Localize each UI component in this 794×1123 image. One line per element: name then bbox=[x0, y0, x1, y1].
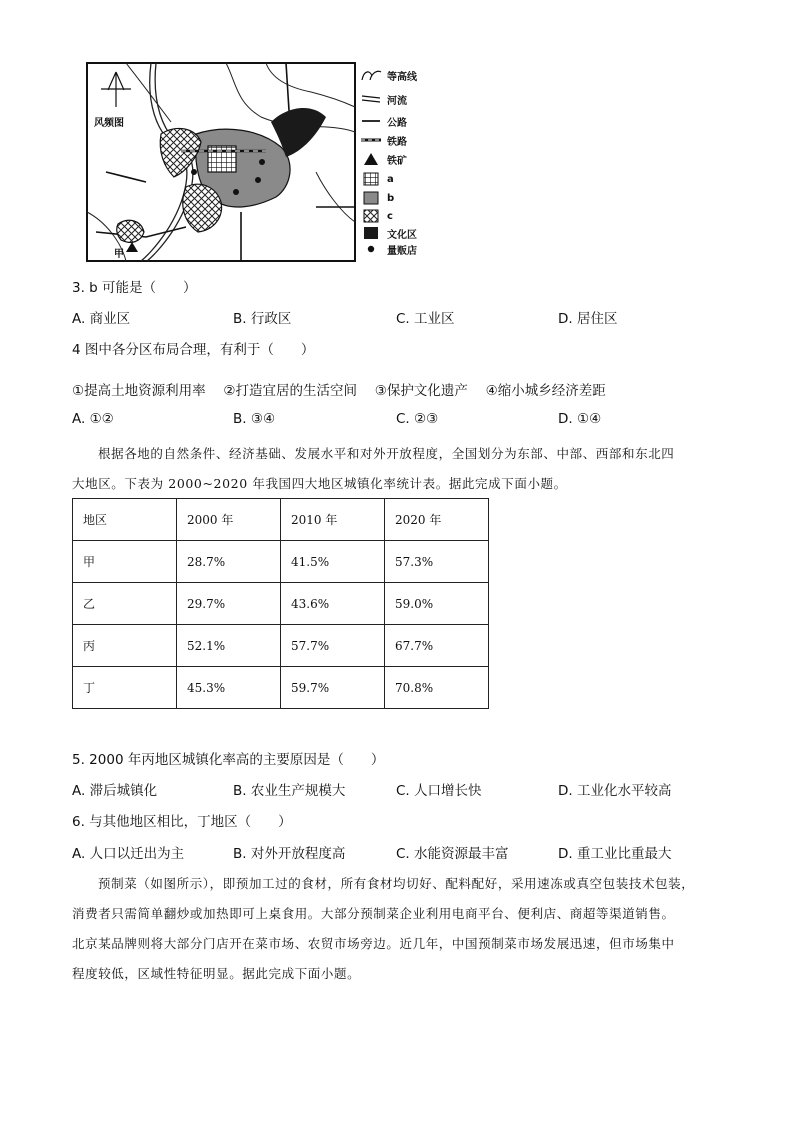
table-cell: 67.7% bbox=[385, 625, 489, 667]
intro-paragraph-line: 预制菜（如图所示），即预加工过的食材，所有食材均切好、配料配好，采用速冻或真空包装技术包装， bbox=[98, 876, 695, 891]
table-cell: 70.8% bbox=[385, 667, 489, 709]
table-cell: 丁 bbox=[73, 667, 177, 709]
q4-stem: 4 图中各分区布局合理，有利于（ ） bbox=[72, 342, 315, 358]
table-cell: 41.5% bbox=[281, 541, 385, 583]
legend-item: 等高线 bbox=[360, 66, 417, 84]
table-cell: 丙 bbox=[73, 625, 177, 667]
legend-item: 河流 bbox=[360, 90, 407, 108]
q4-option-d[interactable]: D. ①④ bbox=[558, 411, 602, 427]
contour-icon bbox=[360, 68, 382, 82]
jia-label: 甲 bbox=[114, 249, 124, 260]
city-map bbox=[86, 62, 356, 262]
q6-option-b[interactable]: B. 对外开放程度高 bbox=[233, 846, 346, 862]
river-icon bbox=[360, 92, 382, 106]
intro-paragraph-line: 消费者只需简单翻炒或加热即可上桌食用。大部分预制菜企业利用电商平台、便利店、商超等渠道销售。 bbox=[72, 906, 675, 921]
legend-item: 量贩店 bbox=[360, 240, 417, 258]
railway-icon bbox=[360, 133, 382, 147]
q6-option-a[interactable]: A. 人口以迁出为主 bbox=[72, 846, 185, 862]
q4-statements: ①提高土地资源利用率 ②打造宜居的生活空间 ③保护文化遗产 ④缩小城乡经济差距 bbox=[72, 383, 606, 399]
intro-paragraph-line: 大地区。下表为 2000~2020 年我国四大地区城镇化率统计表。据此完成下面小题。 bbox=[72, 476, 567, 491]
road-icon bbox=[360, 114, 382, 128]
q3-option-a[interactable]: A. 商业区 bbox=[72, 311, 131, 327]
table-row bbox=[73, 583, 489, 625]
table-cell: 甲 bbox=[73, 541, 177, 583]
table-cell: 29.7% bbox=[177, 583, 281, 625]
q5-option-b[interactable]: B. 农业生产规模大 bbox=[233, 783, 346, 799]
table-cell: 57.3% bbox=[385, 541, 489, 583]
q4-option-c[interactable]: C. ②③ bbox=[396, 411, 439, 427]
table-cell: 52.1% bbox=[177, 625, 281, 667]
culture-zone-icon bbox=[360, 226, 382, 240]
q3-option-b[interactable]: B. 行政区 bbox=[233, 311, 292, 327]
table-cell: 28.7% bbox=[177, 541, 281, 583]
legend-item: 铁路 bbox=[360, 131, 407, 149]
legend-item: c bbox=[360, 207, 393, 225]
table-cell: 57.7% bbox=[281, 625, 385, 667]
store-icon bbox=[360, 242, 382, 256]
intro-paragraph-line: 北京某品牌则将大部分门店开在菜市场、农贸市场旁边。近几年，中国预制菜市场发展迅速，但市场集中 bbox=[72, 936, 675, 951]
zone-c-icon bbox=[360, 209, 382, 223]
table-header-row bbox=[73, 499, 489, 541]
table-row bbox=[73, 667, 489, 709]
urbanization-table bbox=[72, 498, 489, 709]
zone-b-icon bbox=[360, 191, 382, 205]
q6-option-c[interactable]: C. 水能资源最丰富 bbox=[396, 846, 509, 862]
table-cell: 59.7% bbox=[281, 667, 385, 709]
q5-option-c[interactable]: C. 人口增长快 bbox=[396, 783, 482, 799]
city-map-figure bbox=[86, 62, 356, 262]
intro-paragraph-line: 程度较低，区域性特征明显。据此完成下面小题。 bbox=[72, 966, 361, 981]
q3-stem: 3. b 可能是（ ） bbox=[72, 280, 197, 296]
q5-option-a[interactable]: A. 滞后城镇化 bbox=[72, 783, 158, 799]
iron-mine-icon bbox=[360, 152, 382, 166]
legend-item: b bbox=[360, 189, 394, 207]
q5-option-d[interactable]: D. 工业化水平较高 bbox=[558, 783, 672, 799]
q3-option-c[interactable]: C. 工业区 bbox=[396, 311, 455, 327]
q5-stem: 5. 2000 年丙地区城镇化率高的主要原因是（ ） bbox=[72, 752, 385, 768]
table-cell: 45.3% bbox=[177, 667, 281, 709]
table-row bbox=[73, 625, 489, 667]
table-cell: 43.6% bbox=[281, 583, 385, 625]
table-header-cell: 2000 年 bbox=[177, 499, 281, 541]
table-cell: 59.0% bbox=[385, 583, 489, 625]
legend-item: 公路 bbox=[360, 112, 407, 130]
q4-option-a[interactable]: A. ①② bbox=[72, 411, 114, 427]
table-header-cell: 地区 bbox=[73, 499, 177, 541]
legend-item: 铁矿 bbox=[360, 150, 407, 168]
q6-option-d[interactable]: D. 重工业比重最大 bbox=[558, 846, 672, 862]
q3-option-d[interactable]: D. 居住区 bbox=[558, 311, 618, 327]
table-row bbox=[73, 541, 489, 583]
zone-a-icon bbox=[360, 172, 382, 186]
legend-item: a bbox=[360, 170, 394, 188]
table-cell: 乙 bbox=[73, 583, 177, 625]
legend-item: 文化区 bbox=[360, 224, 417, 242]
q4-option-b[interactable]: B. ③④ bbox=[233, 411, 276, 427]
q6-stem: 6. 与其他地区相比，丁地区（ ） bbox=[72, 814, 292, 830]
intro-paragraph-line: 根据各地的自然条件、经济基础、发展水平和对外开放程度，全国划分为东部、中部、西部和东北四 bbox=[98, 446, 675, 461]
wind-rose-label: 风频图 bbox=[94, 118, 124, 129]
table-header-cell: 2020 年 bbox=[385, 499, 489, 541]
table-header-cell: 2010 年 bbox=[281, 499, 385, 541]
